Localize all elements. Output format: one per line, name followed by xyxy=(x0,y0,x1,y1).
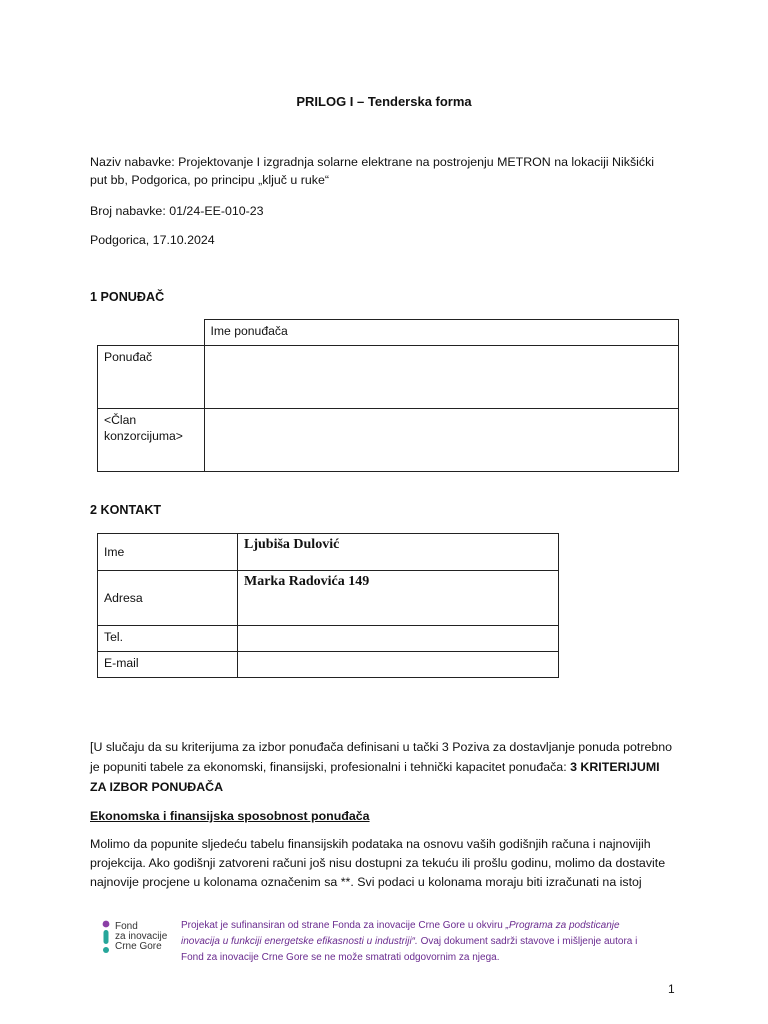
bidder-label: Ponuđač xyxy=(98,345,205,408)
procurement-name-line2: put bb, Podgorica, po principu „ključ u ruke“ xyxy=(90,173,329,187)
contact-row xyxy=(98,571,559,626)
blank-cell xyxy=(98,320,205,346)
bidder-table xyxy=(97,319,679,472)
contact-email-value[interactable] xyxy=(238,652,559,678)
consortium-label-line1: <Član xyxy=(104,412,137,427)
footer-program-name: „Programa za podsticanje inovacija u funkciji energetske efikasnosti u industriji“. xyxy=(181,920,620,947)
section-bidder-heading: 1 PONUĐAČ xyxy=(90,290,165,304)
criteria-line2 xyxy=(90,757,690,777)
fund-logo xyxy=(100,920,180,960)
bidder-name-header: Ime ponuđača xyxy=(204,320,679,346)
logo-line2: za inovacije xyxy=(115,931,168,942)
logo-line3: Crne Gore xyxy=(115,941,162,952)
contact-name-value[interactable]: Ljubiša Dulović xyxy=(238,534,559,571)
econ-line2: projekcija. Ako godišnji zatvoreni računi još nisu dostupni za tekuću ili prošlu godinu, molimo da dostavite xyxy=(90,856,666,870)
procurement-number: Broj nabavke: 01/24-EE-010-23 xyxy=(90,204,264,218)
criteria-paragraph xyxy=(90,737,690,797)
section-contact-heading: 2 KONTAKT xyxy=(90,503,162,517)
fund-logo-mark-icon xyxy=(100,920,114,956)
page-number: 1 xyxy=(668,982,675,996)
criteria-line1: [U slučaju da su kriterijuma za izbor ponuđača definisani u tački 3 Poziva za dostavljanje ponuda potrebno xyxy=(90,740,673,754)
contact-label-address: Adresa xyxy=(98,571,238,626)
contact-row xyxy=(98,626,559,652)
footer-disclaimer xyxy=(181,918,651,966)
logo-line1: Fond xyxy=(115,921,138,932)
contact-table xyxy=(97,533,559,678)
bidder-name-cell[interactable] xyxy=(204,345,679,408)
place-date: Podgorica, 17.10.2024 xyxy=(90,233,215,247)
contact-label-name: Ime xyxy=(98,534,238,571)
consortium-member-cell[interactable] xyxy=(204,408,679,471)
document-title: PRILOG I – Tenderska forma xyxy=(296,94,472,109)
econ-heading: Ekonomska i finansijska sposobnost ponuđača xyxy=(90,809,370,823)
consortium-label-line2: konzorcijuma> xyxy=(104,428,183,443)
procurement-name xyxy=(90,153,680,189)
criteria-line3: ZA IZBOR PONUĐAČA xyxy=(90,780,224,794)
econ-line1: Molimo da popunite sljedeću tabelu finansijskih podataka na osnovu vaših godišnjih računa i najnovijih xyxy=(90,837,651,851)
consortium-label xyxy=(98,408,205,471)
criteria-line2-text: je popuniti tabele za ekonomski, finansijski, profesionalni i tehnički kapacitet ponuđača: xyxy=(90,760,571,774)
procurement-name-line1: Naziv nabavke: Projektovanje I izgradnja solarne elektrane na postrojenju METRON na lokaciji Nikšićki xyxy=(90,155,655,169)
contact-label-email: E-mail xyxy=(98,652,238,678)
contact-phone-value[interactable] xyxy=(238,626,559,652)
contact-label-phone: Tel. xyxy=(98,626,238,652)
econ-line3: najnovije procjene u kolonama označenim sa **. Svi podaci u kolonama moraju biti izračunati na istoj xyxy=(90,875,642,889)
contact-address-value[interactable]: Marka Radovića 149 xyxy=(238,571,559,626)
criteria-line2-bold: 3 KRITERIJUMI xyxy=(570,760,660,774)
econ-paragraph xyxy=(90,835,680,892)
fund-logo-text xyxy=(115,922,167,952)
footer-text-c: Ovaj dokument sadrži stavove i mišljenje autora i Fond za inovacije Crne Gore se ne može smatrati odgovornim za njega. xyxy=(181,936,638,963)
contact-row xyxy=(98,534,559,571)
footer-text-a: Projekat je sufinansiran od strane Fonda za inovacije Crne Gore u okviru xyxy=(181,920,506,931)
contact-row xyxy=(98,652,559,678)
